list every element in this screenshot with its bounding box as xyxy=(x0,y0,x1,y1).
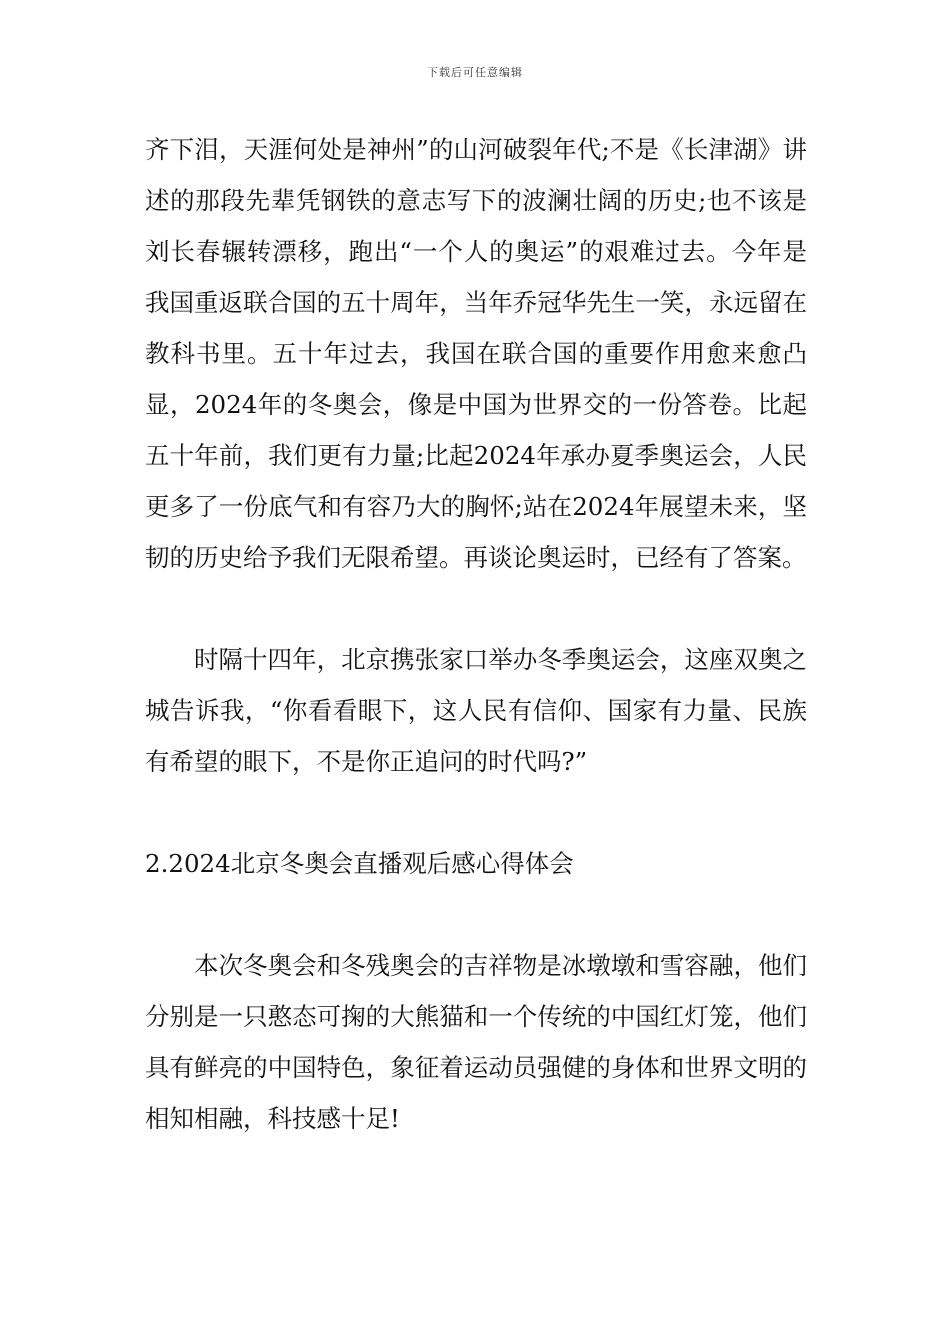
header-note: 下载后可任意编辑 xyxy=(427,66,523,79)
paragraph-mascots: 本次冬奥会和冬残奥会的吉祥物是冰墩墩和雪容融，他们分别是一只憨态可掬的大熊猫和一个传统的中国红灯笼，他们具有鲜亮的中国特色，象征着运动员强健的身体和世界文明的相知相融，科技感十足! xyxy=(145,951,807,1133)
section-heading: 2.2024北京冬奥会直播观后感心得体会 xyxy=(145,849,574,878)
paragraph-continued: 齐下泪，天涯何处是神州”的山河破裂年代;不是《长津湖》讲述的那段先辈凭钢铁的意志写下的波澜壮阔的历史;也不该是刘长春辗转漂移，跑出“一个人的奥运”的艰难过去。今年是我国重返联合国的五十周年，当年乔冠华先生一笑，永远留在教科书里。五十年过去，我国在联合国的重要作用愈来愈凸显，2024年的冬奥会，像是中国为世界交的一份答卷。比起五十年前，我们更有力量;比起2024年承办夏季奥运会，人民更多了一份底气和有容乃大的胸怀;站在2024年展望未来，坚韧的历史给予我们无限希望。再谈论奥运时，已经有了答案。 xyxy=(145,135,807,572)
document-body xyxy=(145,124,807,1144)
paragraph-double-olympic-city: 时隔十四年，北京携张家口举办冬季奥运会，这座双奥之城告诉我，“你看看眼下，这人民有信仰、国家有力量、民族有希望的眼下，不是你正追问的时代吗?” xyxy=(145,645,807,776)
